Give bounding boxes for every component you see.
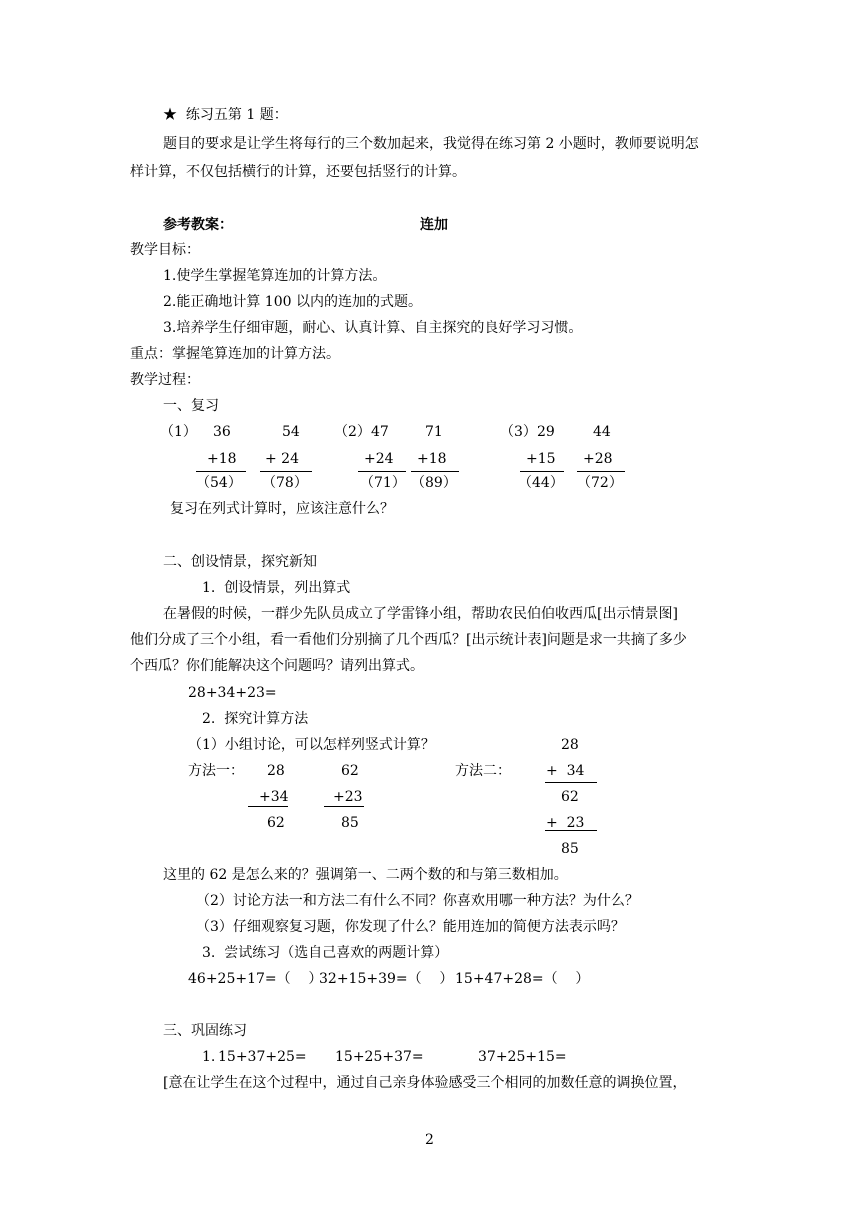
review-label: （3） <box>500 424 537 440</box>
sum-line <box>196 471 246 472</box>
sum-line <box>545 782 597 783</box>
review-bottom-number: +18 <box>417 451 447 467</box>
review-label: （2） <box>334 424 371 440</box>
try-exercise: 15+47+28=（ ） <box>455 971 590 987</box>
explanation: 这里的 62 是怎么来的？强调第一、二两个数的和与第三数相加。 <box>163 867 568 883</box>
method1-number: 28 <box>267 763 285 779</box>
review-bottom-number: +24 <box>364 451 394 467</box>
sum-line <box>324 806 364 807</box>
equation: 28+34+23= <box>188 685 277 701</box>
process-heading: 教学过程： <box>130 372 200 388</box>
method2-label: 方法二： <box>455 763 511 779</box>
method2-number: 62 <box>561 789 579 805</box>
lesson-title: 连加 <box>420 217 448 233</box>
try-exercise: 32+15+39=（ ） <box>319 971 454 987</box>
review-top-number: 47 <box>371 424 389 440</box>
star-heading: ★ 练习五第 1 题： <box>163 107 288 123</box>
teaching-note: [意在让学生在这个过程中，通过自己亲身体验感受三个相同的加数任意的调换位置， <box>163 1075 687 1091</box>
review-heading: 一、复习 <box>163 398 219 414</box>
page-number: 2 <box>425 1132 434 1148</box>
sum-line <box>411 471 459 472</box>
method1-number: +34 <box>259 789 289 805</box>
review-bottom-number: + 24 <box>265 451 299 467</box>
objectives-heading: 教学目标： <box>130 242 200 258</box>
sum-line <box>260 471 312 472</box>
item-prefix: 1. <box>202 1049 216 1065</box>
review-top-number: 54 <box>282 424 300 440</box>
section2-heading: 二、创设情景，探究新知 <box>163 554 317 570</box>
sum-line <box>577 471 625 472</box>
story-line: 他们分成了三个小组，看一看他们分别摘了几个西瓜？[出示统计表]问题是求一共摘了多少 <box>130 632 687 648</box>
discussion-question: （3）仔细观察复习题，你发现了什么？能用连加的简便方法表示吗？ <box>196 919 625 935</box>
practice-exercise: 15+37+25= <box>218 1049 307 1065</box>
section3-heading: 三、巩固练习 <box>163 1023 247 1039</box>
intro-paragraph-line1: 题目的要求是让学生将每行的三个数加起来，我觉得在练习第 2 小题时，教师要说明怎 <box>163 136 699 152</box>
review-result: （54） <box>196 475 242 491</box>
review-question: 复习在列式计算时，应该注意什么？ <box>170 501 394 517</box>
review-top-number: 29 <box>537 424 555 440</box>
method1-label: 方法一： <box>188 763 244 779</box>
sum-line <box>248 806 288 807</box>
sum-line <box>545 830 597 831</box>
method2-number: + 34 <box>546 763 585 779</box>
review-result: （89） <box>411 475 457 491</box>
method2-number: 85 <box>561 841 579 857</box>
method1-number: 62 <box>341 763 359 779</box>
key-point: 重点：掌握笔算连加的计算方法。 <box>130 346 340 362</box>
sum-line <box>520 471 564 472</box>
sum-line <box>358 471 406 472</box>
method1-number: +23 <box>333 789 363 805</box>
objective-item: 1.使学生掌握笔算连加的计算方法。 <box>163 268 387 284</box>
review-result: （44） <box>518 475 564 491</box>
try-exercise: 46+25+17=（ ） <box>188 971 323 987</box>
story-line: 个西瓜？你们能解决这个问题吗？请列出算式。 <box>130 658 424 674</box>
discussion-question: （2）讨论方法一和方法二有什么不同？你喜欢用哪一种方法？为什么？ <box>196 893 639 909</box>
method2-number: 28 <box>561 737 579 753</box>
review-top-number: 44 <box>593 424 611 440</box>
review-top-number: 71 <box>425 424 443 440</box>
review-bottom-number: +18 <box>207 451 237 467</box>
sub-heading-3: 3. 尝试练习（选自己喜欢的两题计算） <box>202 945 449 961</box>
method2-number: + 23 <box>546 815 585 831</box>
objective-item: 2.能正确地计算 100 以内的连加的式题。 <box>163 294 422 310</box>
review-label: （1） <box>160 424 197 440</box>
review-result: （72） <box>577 475 623 491</box>
intro-paragraph-line2: 样计算，不仅包括横行的计算，还要包括竖行的计算。 <box>130 164 466 180</box>
objective-item: 3.培养学生仔细审题，耐心、认真计算、自主探究的良好学习习惯。 <box>163 320 583 336</box>
method1-number: 85 <box>341 815 359 831</box>
review-top-number: 36 <box>213 424 231 440</box>
method1-number: 62 <box>267 815 285 831</box>
sub-heading-2: 2. 探究计算方法 <box>202 711 309 727</box>
review-result: （71） <box>360 475 406 491</box>
practice-exercise: 37+25+15= <box>478 1049 567 1065</box>
review-result: （78） <box>262 475 308 491</box>
review-bottom-number: +28 <box>583 451 613 467</box>
sub-heading-1: 1. 创设情景，列出算式 <box>202 580 351 596</box>
discussion-prompt: （1）小组讨论，可以怎样列竖式计算？ <box>188 737 435 753</box>
reference-plan-label: 参考教案： <box>163 217 233 233</box>
review-bottom-number: +15 <box>526 451 556 467</box>
story-line: 在暑假的时候，一群少先队员成立了学雷锋小组，帮助农民伯伯收西瓜[出示情景图] <box>163 606 678 622</box>
practice-exercise: 15+25+37= <box>335 1049 424 1065</box>
